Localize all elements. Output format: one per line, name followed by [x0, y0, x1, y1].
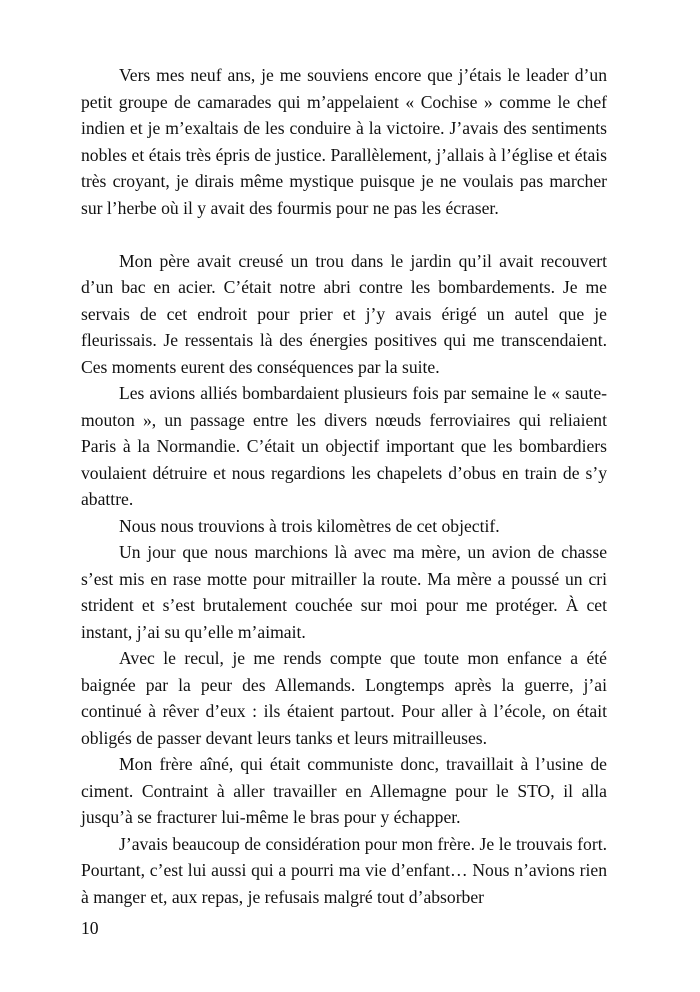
paragraph: J’avais beaucoup de considération pour mon frère. Je le trouvais fort. Pourtant, c’est lui aussi qui a pourri ma vie d’enfant… Nous n’avions rien à manger et, aux repas, je refusais malgré tout d’absorber — [81, 833, 607, 907]
paragraph: Avec le recul, je me rends compte que toute mon enfance a été baignée par la peur des Allemands. Longtemps après la guerre, j’ai continué à rêver d’eux : ils étaient partout. Pour aller à l’école, on était obligés de passer devant leurs tanks et leurs mitrailleuses. — [81, 648, 607, 748]
paragraph: Mon père avait creusé un trou dans le jardin qu’il avait recouvert d’un bac en acier. C’était notre abri contre les bombardements. Je me servais de cet endroit pour prier et j’y avais érigé un autel que je fleurissais. Je ressentais là des énergies positives qui me transcendaient. Ces moments eurent des conséquences par la suite. — [81, 250, 607, 377]
paragraph: Un jour que nous marchions là avec ma mère, un avion de chasse s’est mis en rase motte pour mitrailler la route. Ma mère a poussé un cri strident et s’est brutalement couchée sur moi pour me protéger. À cet instant, j’ai su qu’elle m’aimait. — [81, 542, 607, 642]
paragraph: Vers mes neuf ans, je me souviens encore que j’étais le leader d’un petit groupe de camarades qui m’appelaient « Cochise » comme le chef indien et je m’exaltais de les conduire à la victoire. J’avais des sentiments nobles et étais très épris de justice. Parallèlement, j’allais à l’église et étais très croyant, je dirais même mystique puisque je ne voulais pas marcher sur l’herbe où il y avait des fourmis pour ne pas les écraser. — [81, 65, 607, 218]
page-number: 10 — [81, 918, 99, 938]
body-text — [81, 62, 607, 910]
paragraph: Mon frère aîné, qui était communiste donc, travaillait à l’usine de ciment. Contraint à aller travailler en Allemagne pour le STO, il alla jusqu’à se fracturer lui-même le bras pour y échapper. — [81, 754, 607, 827]
paragraph: Les avions alliés bombardaient plusieurs fois par semaine le « saute-mouton », un passage entre les divers nœuds ferroviaires qui reliaient Paris à la Normandie. C’était un objectif important que les bombardiers voulaient détruire et nous regardions les chapelets d’obus en train de s’y abattre. — [81, 383, 607, 509]
paragraph: Nous nous trouvions à trois kilomètres de cet objectif. — [119, 515, 500, 536]
